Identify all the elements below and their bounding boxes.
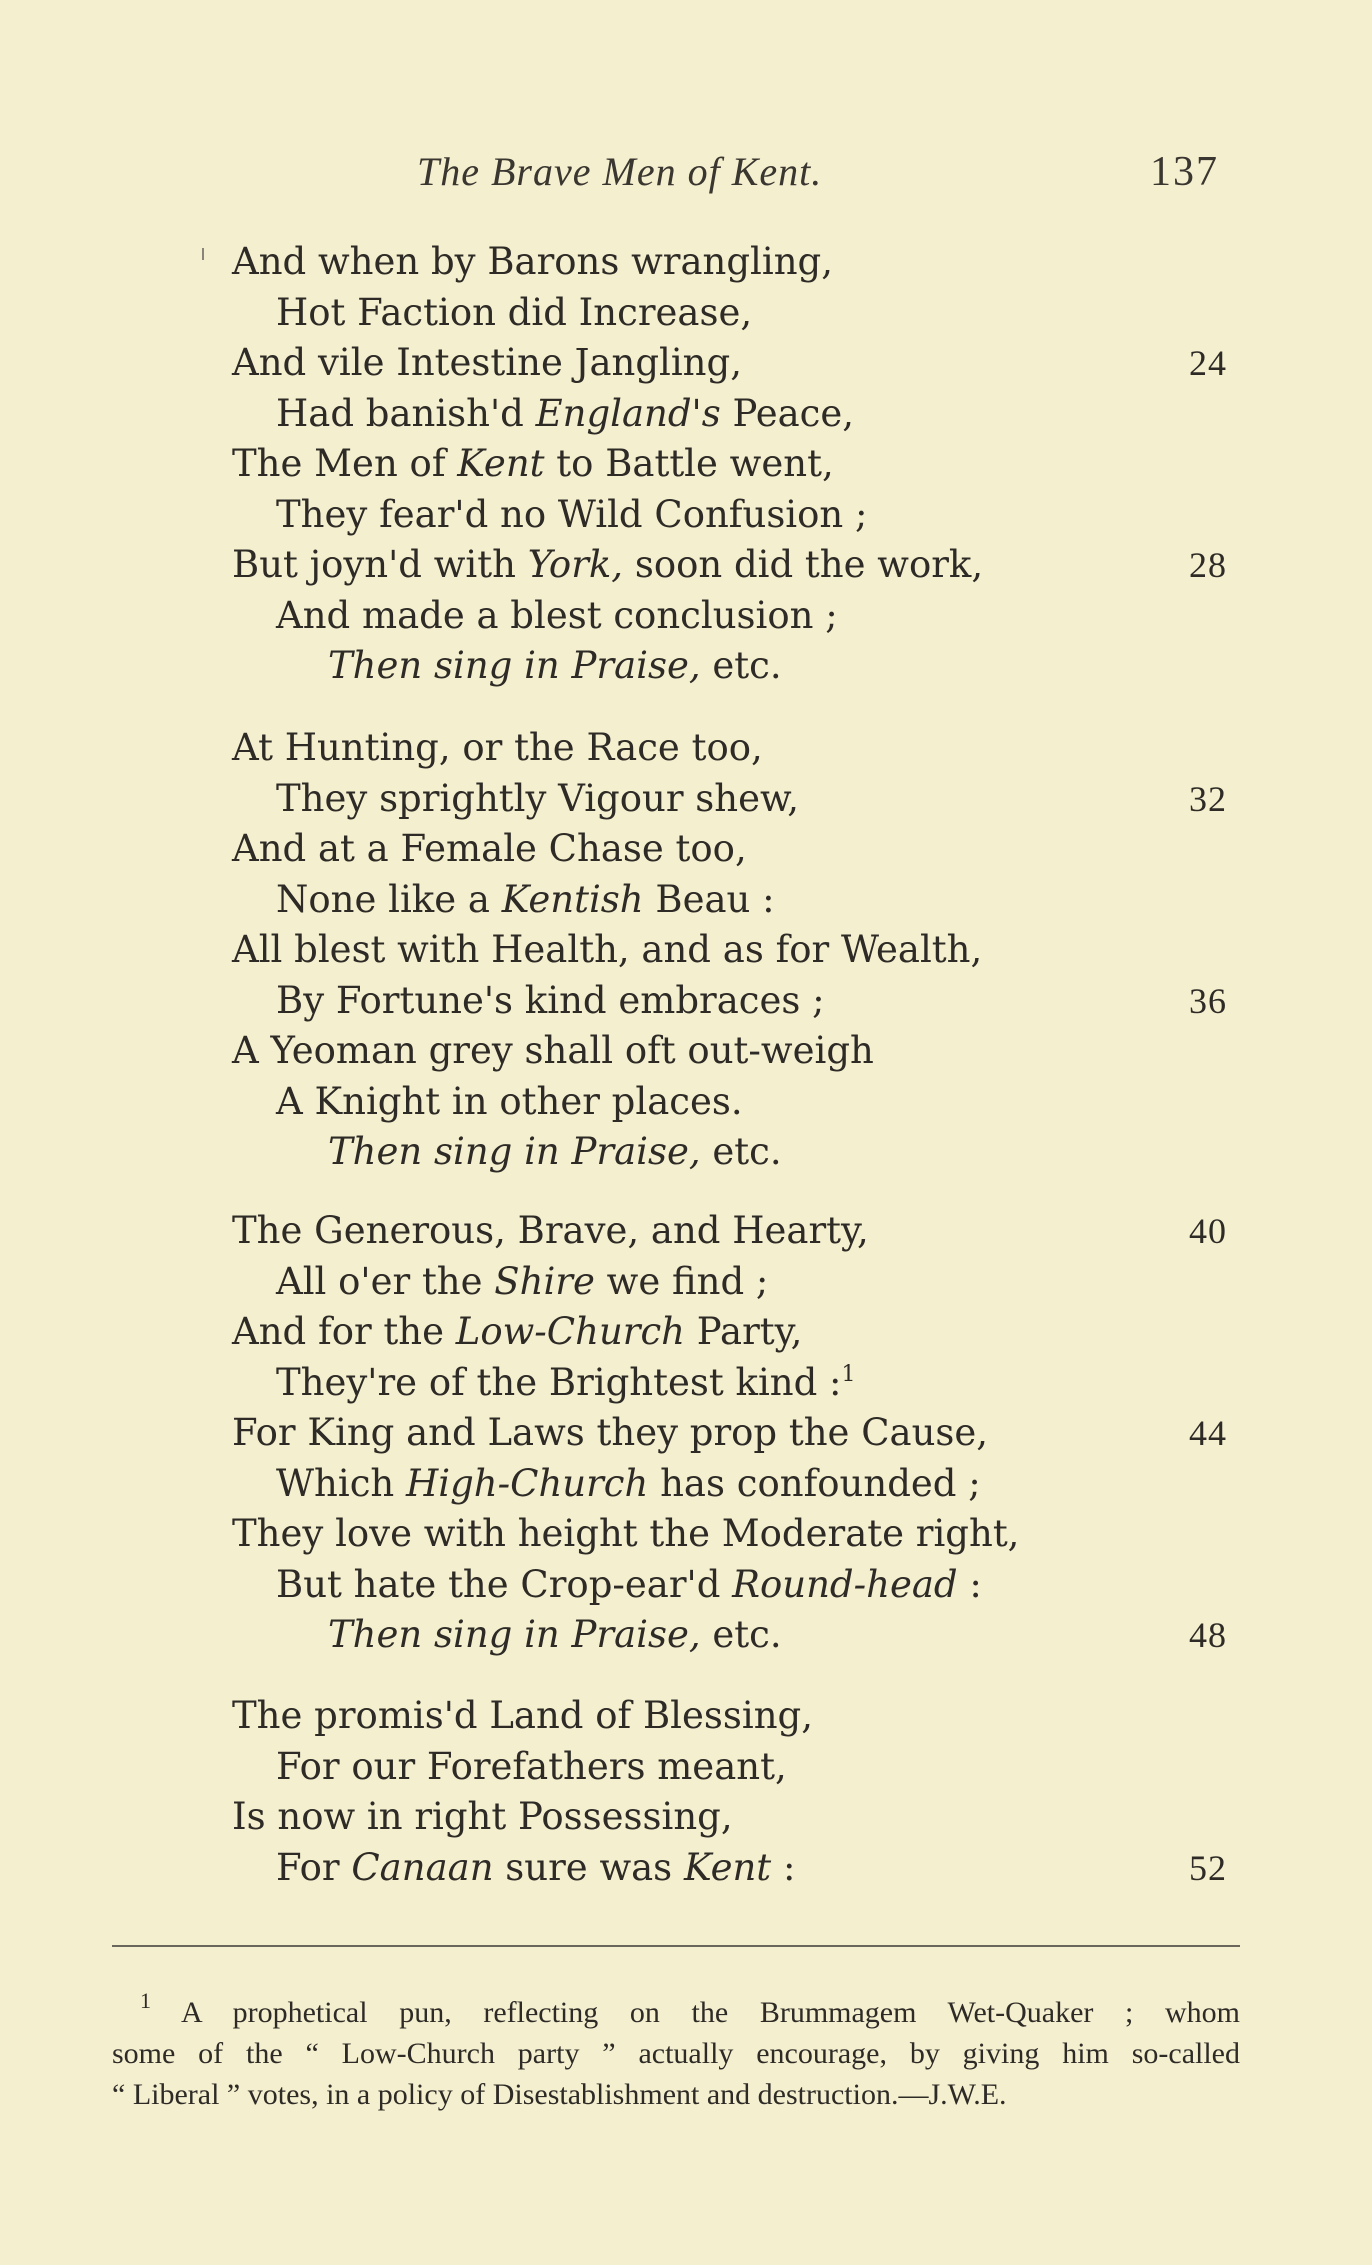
poem-line-text bbox=[276, 389, 854, 440]
poem-line bbox=[0, 1307, 1372, 1358]
stanza-2 bbox=[0, 723, 1372, 1178]
poem-line bbox=[0, 1742, 1372, 1793]
footnote bbox=[112, 1988, 1240, 2115]
poem-line bbox=[0, 439, 1372, 490]
poem-line bbox=[0, 1127, 1372, 1178]
footnote-reference: 1 bbox=[841, 1361, 856, 1387]
poem-line bbox=[0, 1026, 1372, 1077]
poem-line bbox=[0, 1509, 1372, 1560]
page-number: 137 bbox=[1150, 149, 1219, 195]
poem-line-text bbox=[232, 1509, 1019, 1560]
poem-line bbox=[0, 237, 1372, 288]
italic-text: York, bbox=[527, 543, 624, 586]
italic-text: Then sing in Praise, bbox=[328, 644, 701, 687]
footnote-line: “ Liberal ” votes, in a policy of Disestablishment and destruction.—J.W.E. bbox=[112, 2078, 1007, 2111]
poem-line-text bbox=[276, 591, 838, 642]
poem-line-text bbox=[276, 490, 867, 541]
poem-line bbox=[0, 490, 1372, 541]
poem-line bbox=[0, 1459, 1372, 1510]
poem-line bbox=[0, 1408, 1372, 1459]
poem-line-text bbox=[232, 540, 983, 591]
text-segment: Had banish'd bbox=[276, 391, 536, 435]
line-number: 28 bbox=[1189, 545, 1227, 585]
poem-line bbox=[0, 1206, 1372, 1257]
poem-line-text bbox=[232, 1408, 988, 1459]
poem-line bbox=[0, 976, 1372, 1027]
footnote-line: some of the “ Low-Church party ” actually encourage, by giving him so-called bbox=[112, 2037, 1240, 2070]
poem-line bbox=[0, 389, 1372, 440]
line-number: 32 bbox=[1189, 778, 1227, 819]
poem-line-text bbox=[232, 1206, 869, 1257]
text-segment: has confounded ; bbox=[648, 1461, 981, 1505]
stanza-4 bbox=[0, 1691, 1372, 1893]
text-segment: we find ; bbox=[594, 1259, 769, 1303]
poem-line-text bbox=[232, 723, 763, 774]
poem-line bbox=[0, 1358, 1372, 1409]
poem-line-text bbox=[276, 1257, 768, 1308]
poem-line bbox=[0, 1077, 1372, 1128]
text-segment: For King and Laws they prop the Cause, bbox=[232, 1411, 989, 1454]
text-segment: The promis'd Land of Blessing, bbox=[232, 1694, 813, 1737]
poem-line bbox=[0, 1257, 1372, 1308]
text-segment: etc. bbox=[700, 1130, 782, 1173]
footnote-line bbox=[112, 1988, 1240, 2033]
text-segment: And for the bbox=[232, 1310, 456, 1353]
poem-line-text bbox=[232, 439, 834, 490]
running-title: The Brave Men of Kent. bbox=[417, 149, 823, 194]
poem-line bbox=[0, 1792, 1372, 1843]
line-number: 52 bbox=[1189, 1847, 1227, 1888]
poem-line-text bbox=[276, 976, 825, 1027]
poem-line-text bbox=[328, 641, 782, 692]
poem-line-text bbox=[276, 1560, 982, 1611]
text-segment: etc. bbox=[700, 644, 782, 687]
poem-line-text bbox=[232, 237, 833, 288]
running-head bbox=[0, 140, 1372, 200]
text-segment: For bbox=[276, 1845, 352, 1889]
poem-line-text bbox=[328, 1610, 782, 1661]
poem-line bbox=[0, 1610, 1372, 1661]
poem-line-text bbox=[276, 288, 752, 339]
italic-text: England's bbox=[535, 391, 721, 435]
poem-line bbox=[0, 1560, 1372, 1611]
italic-text: Then sing in Praise, bbox=[328, 1130, 701, 1173]
text-segment: At Hunting, or the Race too, bbox=[232, 726, 763, 769]
poem-line-text bbox=[232, 824, 747, 875]
poem-line-text bbox=[232, 925, 982, 976]
poem-line bbox=[0, 1843, 1372, 1894]
text-segment: None like a bbox=[276, 877, 502, 921]
poem-line bbox=[0, 641, 1372, 692]
text-segment: They love with height the Moderate right, bbox=[232, 1512, 1020, 1555]
text-segment: All blest with Health, and as for Wealth, bbox=[232, 928, 983, 971]
text-segment: The Generous, Brave, and Hearty, bbox=[232, 1209, 869, 1252]
text-segment: And at a Female Chase too, bbox=[232, 827, 747, 870]
italic-text: Kentish bbox=[501, 877, 644, 921]
text-segment: to Battle went, bbox=[544, 442, 834, 485]
text-segment: Hot Faction did Increase, bbox=[276, 290, 753, 334]
text-segment: Which bbox=[276, 1461, 407, 1505]
text-segment: etc. bbox=[700, 1613, 782, 1656]
poem-line bbox=[0, 591, 1372, 642]
poem-line-text bbox=[276, 774, 799, 825]
poem-line-text bbox=[232, 1026, 874, 1077]
poem-line-text bbox=[276, 875, 775, 926]
line-number: 44 bbox=[1189, 1413, 1227, 1453]
poem-line bbox=[0, 875, 1372, 926]
poem-line-text bbox=[276, 1077, 743, 1128]
footnote-marker: 1 bbox=[140, 1988, 151, 2013]
text-segment: And vile Intestine Jangling, bbox=[232, 341, 742, 384]
line-number: 36 bbox=[1189, 980, 1227, 1021]
italic-text: Kent bbox=[457, 442, 545, 485]
text-segment: They're of the Brightest kind : bbox=[276, 1360, 842, 1404]
text-segment: Party, bbox=[685, 1310, 803, 1353]
italic-text: Canaan bbox=[351, 1845, 494, 1889]
footnote-rule bbox=[112, 1945, 1240, 1947]
text-segment: Beau : bbox=[643, 877, 775, 921]
footnote-text: A prophetical pun, reflecting on the Brummagem Wet-Quaker ; whom bbox=[180, 1996, 1240, 2029]
stanza-1 bbox=[0, 237, 1372, 692]
poem-line bbox=[0, 824, 1372, 875]
text-segment: They fear'd no Wild Confusion ; bbox=[276, 492, 868, 536]
italic-text: Low-Church bbox=[455, 1310, 686, 1353]
text-segment: And when by Barons wrangling, bbox=[232, 240, 833, 283]
poem-line-text bbox=[328, 1127, 782, 1178]
text-segment: All o'er the bbox=[276, 1259, 495, 1303]
stanza-3 bbox=[0, 1206, 1372, 1661]
text-segment: Is now in right Possessing, bbox=[232, 1795, 733, 1838]
poem-line bbox=[0, 723, 1372, 774]
text-segment: The Men of bbox=[232, 442, 458, 485]
italic-text: Then sing in Praise, bbox=[328, 1613, 701, 1656]
text-segment: For our Forefathers meant, bbox=[276, 1744, 787, 1788]
poem-line-text bbox=[232, 1691, 813, 1742]
poem-line-text bbox=[232, 1792, 733, 1843]
text-segment: sure was bbox=[493, 1845, 684, 1889]
poem-line bbox=[0, 338, 1372, 389]
italic-text: Round-head bbox=[732, 1562, 958, 1606]
italic-text: High-Church bbox=[406, 1461, 649, 1505]
text-segment: A Yeoman grey shall oft out-weigh bbox=[232, 1029, 874, 1072]
text-segment: But hate the Crop-ear'd bbox=[276, 1562, 733, 1606]
poem-line-text bbox=[276, 1742, 787, 1793]
text-segment: But joyn'd with bbox=[232, 543, 528, 586]
poem-line bbox=[0, 925, 1372, 976]
text-segment: : bbox=[957, 1562, 982, 1606]
poem-line bbox=[0, 1691, 1372, 1742]
poem-line-text bbox=[232, 1307, 802, 1358]
italic-text: Kent bbox=[683, 1845, 772, 1889]
line-number: 48 bbox=[1189, 1615, 1227, 1655]
poem-line-text bbox=[276, 1843, 795, 1894]
poem-line-text bbox=[276, 1459, 981, 1510]
text-segment: soon did the work, bbox=[623, 543, 984, 586]
poem-line-text bbox=[232, 338, 742, 389]
poem-line-text bbox=[276, 1358, 856, 1409]
text-segment: They sprightly Vigour shew, bbox=[276, 776, 800, 820]
line-number: 40 bbox=[1189, 1211, 1227, 1251]
text-segment: And made a blest conclusion ; bbox=[276, 593, 838, 637]
text-segment: Peace, bbox=[720, 391, 855, 435]
line-number: 24 bbox=[1189, 343, 1227, 383]
poem-line bbox=[0, 774, 1372, 825]
text-segment: By Fortune's kind embraces ; bbox=[276, 978, 825, 1022]
italic-text: Shire bbox=[494, 1259, 595, 1303]
text-segment: A Knight in other places. bbox=[276, 1079, 743, 1123]
poem-line bbox=[0, 540, 1372, 591]
poem-line bbox=[0, 288, 1372, 339]
text-segment: : bbox=[771, 1845, 796, 1889]
